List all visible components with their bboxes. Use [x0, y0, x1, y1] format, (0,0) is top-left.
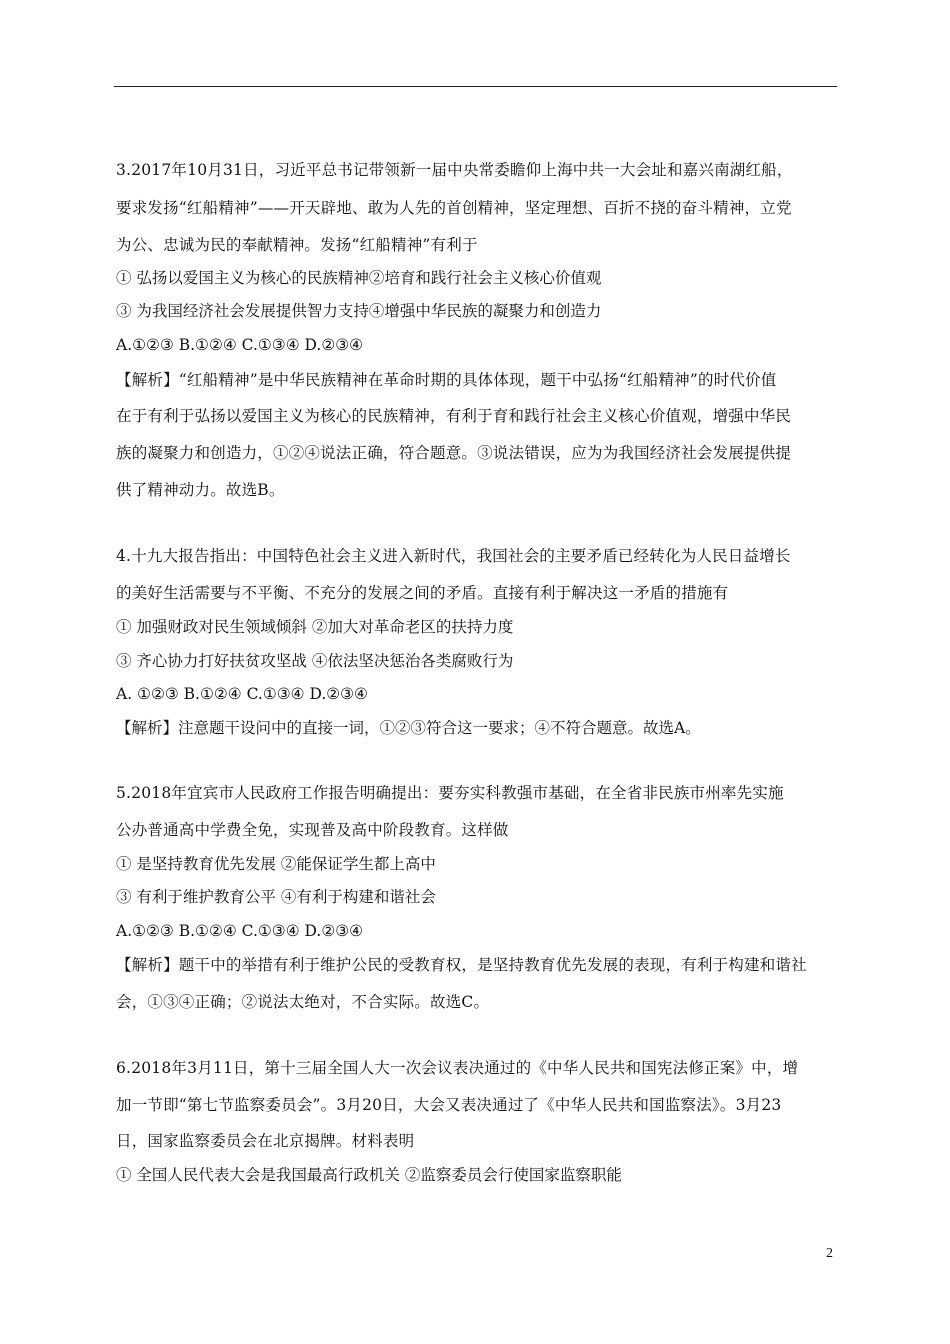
- question-3-stem-line-2: 要求发扬“红船精神”——开天辟地、敢为人先的首创精神，坚定理想、百折不挠的奋斗精神，立党: [116, 199, 792, 217]
- question-3-analysis-line-4: 供了精神动力。故选B。: [116, 481, 285, 499]
- question-5-analysis-line-2: 会，①③④正确；②说法太绝对，不合实际。故选C。: [116, 993, 490, 1011]
- question-4-stem-line-2: 的美好生活需要与不平衡、不充分的发展之间的矛盾。直接有利于解决这一矛盾的措施有: [116, 584, 729, 602]
- question-4-choices: A. ①②③ B.①②④ C.①③④ D.②③④: [116, 685, 368, 703]
- question-4-stem-line-1: 4.十九大报告指出：中国特色社会主义进入新时代，我国社会的主要矛盾已经转化为人民日益增长: [116, 547, 791, 565]
- question-4-statement-1: ① 加强财政对民生领域倾斜 ②加大对革命老区的扶持力度: [116, 618, 514, 636]
- question-3-stem-line-1: 3.2017年10月31日，习近平总书记带领新一届中央常委瞻仰上海中共一大会址和嘉兴南湖红船，: [116, 161, 793, 179]
- question-4-analysis-line-1: 【解析】注意题干设问中的直接一词，①②③符合这一要求；④不符合题意。故选A。: [116, 719, 701, 737]
- question-6-stem-line-1: 6.2018年3月11日，第十三届全国人大一次会议表决通过的《中华人民共和国宪法修正案》中，增: [116, 1059, 799, 1077]
- question-3-analysis-line-1: 【解析】“红船精神”是中华民族精神在革命时期的具体体现，题干中弘扬“红船精神”的时代价值: [116, 371, 777, 389]
- question-3-statement-1: ① 弘扬以爱国主义为核心的民族精神②培育和践行社会主义核心价值观: [116, 269, 602, 287]
- question-6-stem-line-3: 日，国家监察委员会在北京揭牌。材料表明: [116, 1132, 415, 1150]
- header-rule: [114, 86, 837, 87]
- question-3-choices: A.①②③ B.①②④ C.①③④ D.②③④: [116, 336, 364, 354]
- page-number: 2: [826, 1246, 833, 1261]
- question-3-stem-line-3: 为公、忠诚为民的奉献精神。发扬“红船精神”有利于: [116, 236, 478, 254]
- question-5-statement-2: ③ 有利于维护教育公平 ④有利于构建和谐社会: [116, 888, 436, 906]
- question-4-statement-2: ③ 齐心协力打好扶贫攻坚战 ④依法坚决惩治各类腐败行为: [116, 652, 514, 670]
- question-5-stem-line-2: 公办普通高中学费全免，实现普及高中阶段教育。这样做: [116, 821, 509, 839]
- question-5-stem-line-1: 5.2018年宜宾市人民政府工作报告明确提出：要夯实科教强市基础，在全省非民族市州率先实施: [116, 784, 784, 802]
- question-3-analysis-line-2: 在于有利于弘扬以爱国主义为核心的民族精神，有利于育和践行社会主义核心价值观，增强中华民: [116, 407, 792, 425]
- question-5-analysis-line-1: 【解析】题干中的举措有利于维护公民的受教育权，是坚持教育优先发展的表现，有利于构建和谐社: [116, 956, 807, 974]
- question-6-statement-1: ① 全国人民代表大会是我国最高行政机关 ②监察委员会行使国家监察职能: [116, 1166, 622, 1184]
- question-5-statement-1: ① 是坚持教育优先发展 ②能保证学生都上高中: [116, 855, 436, 873]
- question-3-statement-2: ③ 为我国经济社会发展提供智力支持④增强中华民族的凝聚力和创造力: [116, 302, 602, 320]
- question-5-choices: A.①②③ B.①②④ C.①③④ D.②③④: [116, 922, 364, 940]
- question-3-analysis-line-3: 族的凝聚力和创造力，①②④说法正确，符合题意。③说法错误，应为为我国经济社会发展提供提: [116, 444, 792, 462]
- question-6-stem-line-2: 加一节即“第七节监察委员会”。3月20日，大会又表决通过了《中华人民共和国监察法》。3月23: [116, 1096, 782, 1114]
